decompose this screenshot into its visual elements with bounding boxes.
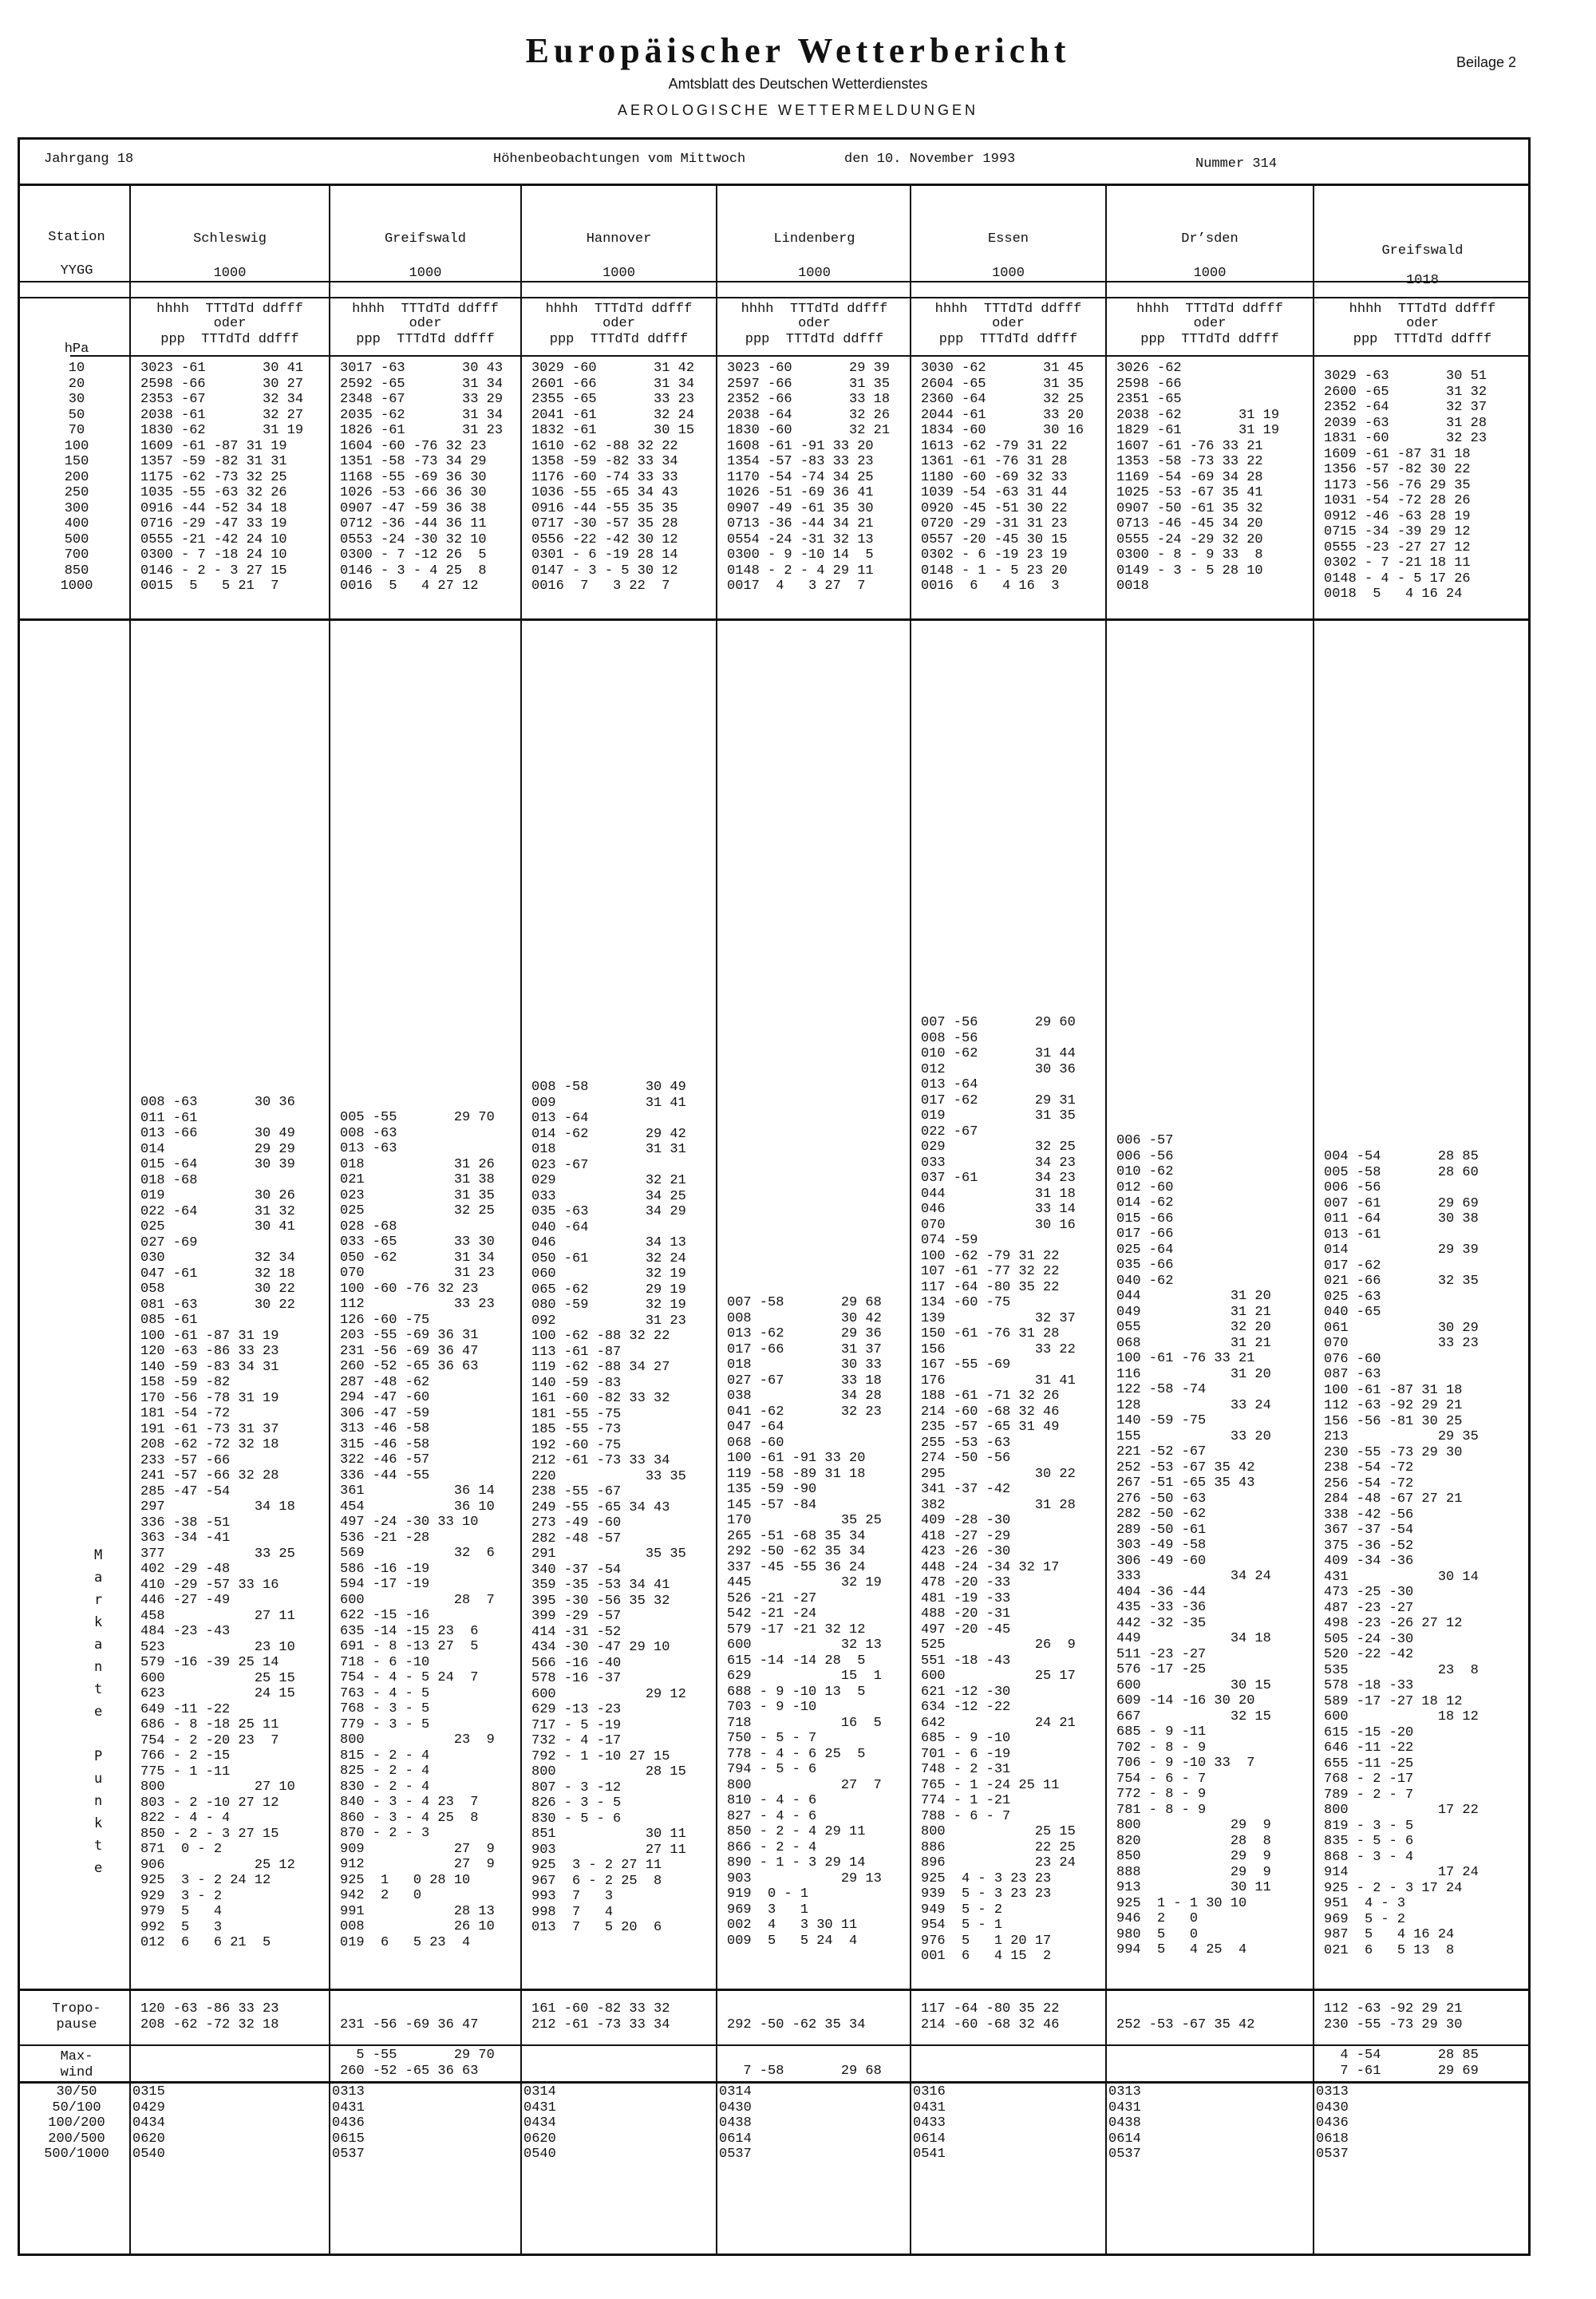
significant-levels-data: 006 -57 006 -56 010 -62 012 -60 014 -62 015 -66 017 -66 025 -64 035 -66 040 -62 044 31 20 049 31 21 055 32 20 068 31 21 100 -61 -76 33 21 116 31 20 122 -58 -74 128 33 24 140 -59 -75 155 33 20 221 -52 -67 252 -53 -67 35 42 267 -51 -65 35 43 276 -50 -63 282 -50 -62 289 -50 -61 303 -49 -58 306 -49 -60 333 34 24 404 -36 -44 435 -33 -36 442 -32 -35 449 34 18 511 -23 -27 576 -17 -25 600 30 15 609 -14 -16 30 20 667 32 15 685 - 9 -11 702 - 8 - 9 706 - 9 -10 33 7 754 - 6 - 7 772 - 8 - 9 781 - 8 - 9 800 29 9 820 28 8 850 29 9 888 29 9 913 30 11 925 1 - 1 30 10 946 2 0 980 5 0 994 5 4 25 4	[1116, 1133, 1271, 1957]
standard-levels-data: 3029 -63 30 51 2600 -65 31 32 2352 -64 32 37 2039 -63 31 28 1831 -60 32 23 1609 -61 -87 31 18 1356 -57 -82 30 22 1173 -56 -76 29 35 1031 -54 -72 28 26 0912 -46 -63 28 19 0715 -34 -39 29 12 0555 -23 -27 27 12 0302 - 7 -21 18 11 0148 - 4 - 5 17 26 0018 5 4 16 24	[1324, 369, 1487, 602]
report-section: AEROLOGISCHE WETTERMELDUNGEN	[617, 102, 979, 118]
station-name: Dr’sden	[1181, 231, 1238, 247]
significant-levels-data: 004 -54 28 85 005 -58 28 60 006 -56 007 -61 29 69 011 -64 30 38 013 -61 014 29 39 017 -62 021 -66 32 35 025 -63 040 -65 061 30 29 070 33 23 076 -60 087 -63 100 -61 -87 31 18 112 -63 -92 29 21 156 -56 -81 30 25 213 29 35 230 -55 -73 29 30 238 -54 -72 256 -54 -72 284 -48 -67 27 21 338 -42 -56 367 -37 -54 375 -36 -52 409 -34 -36 431 30 14 473 -25 -30 487 -23 -27 498 -23 -26 27 12 505 -24 -30 520 -22 -42 535 23 8 578 -18 -33 589 -17 -27 18 12 600 18 12 615 -15 -20 646 -11 -22 655 -11 -25 768 - 2 -17 789 - 2 - 7 800 17 22 819 - 3 - 5 835 - 5 - 6 868 - 3 - 4 914 17 24 925 - 2 - 3 17 24 951 4 - 3 969 5 - 2 987 5 4 16 24 021 6 5 13 8	[1324, 1149, 1479, 1958]
station-yygg: 1000	[992, 266, 1025, 281]
col-divider-2	[520, 186, 522, 2256]
maxwind-data: 7 -58 29 68	[743, 2063, 882, 2079]
pressure-levels: 10 20 30 50 70 100 150 200 250 300 400 500 700 850 1000	[60, 361, 93, 594]
colhead-top: hhhh TTTdTd ddfff	[1136, 302, 1283, 317]
shear-labels: 30/50 50/100 100/200 200/500 500/1000	[44, 2084, 109, 2162]
report-subtitle: Amtsblatt des Deutschen Wetterdienstes	[668, 76, 928, 92]
significant-levels-data: 005 -55 29 70 008 -63 013 -63 018 31 26 021 31 38 023 31 35 025 32 25 028 -68 033 -65 33 30 050 -62 31 34 070 31 23 100 -60 -76 32 23 112 33 23 126 -60 -75 203 -55 -69 36 31 231 -56 -69 36 47 260 -52 -65 36 63 287 -48 -62 294 -47 -60 306 -47 -59 313 -46 -58 315 -46 -58 322 -46 -57 336 -44 -55 361 36 14 454 36 10 497 -24 -30 33 10 536 -21 -28 569 32 6 586 -16 -19 594 -17 -19 600 28 7 622 -15 -16 635 -14 -15 23 6 691 - 8 -13 27 5 718 - 6 -10 754 - 4 - 5 24 7 763 - 4 - 5 768 - 3 - 5 779 - 3 - 5 800 23 9 815 - 2 - 4 825 - 2 - 4 830 - 2 - 4 840 - 3 - 4 23 7 860 - 3 - 4 25 8 870 - 2 - 3 909 27 9 912 27 9 925 1 0 28 10 942 2 0 991 28 13 008 26 10 019 6 5 23 4	[340, 1110, 495, 1950]
standard-levels-data: 3030 -62 31 45 2604 -65 31 35 2360 -64 32 25 2044 -61 33 20 1834 -60 30 16 1613 -62 -79 31 22 1361 -61 -76 31 28 1180 -60 -69 32 33 1039 -54 -63 31 44 0920 -45 -51 30 22 0720 -29 -31 31 23 0557 -20 -45 30 15 0302 - 6 -19 23 19 0148 - 1 - 5 23 20 0016 6 4 16 3	[921, 361, 1084, 594]
shear-data: 0313 0430 0436 0618 0537	[1316, 2084, 1349, 2162]
report-title: Europäischer Wetterbericht	[525, 31, 1071, 70]
significant-levels-data: 007 -56 29 60 008 -56 010 -62 31 44 012 30 36 013 -64 017 -62 29 31 019 31 35 022 -67 029 32 25 033 34 23 037 -61 34 23 044 31 18 046 33 14 070 30 16 074 -59 100 -62 -79 31 22 107 -61 -77 32 22 117 -64 -80 35 22 134 -60 -75 139 32 37 150 -61 -76 31 28 156 33 22 167 -55 -69 176 31 41 188 -61 -71 32 26 214 -60 -68 32 46 235 -57 -65 31 49 255 -53 -63 274 -50 -56 295 30 22 341 -37 -42 382 31 28 409 -28 -30 418 -27 -29 423 -26 -30 448 -24 -34 32 17 478 -20 -33 481 -19 -33 488 -20 -31 497 -20 -45 525 26 9 551 -18 -43 600 25 17 621 -12 -30 634 -12 -22 642 24 21 685 - 9 -10 701 - 6 -19 748 - 2 -31 765 - 1 -24 25 11 774 - 1 -21 788 - 6 - 7 800 25 15 886 22 25 896 23 24 925 4 - 3 23 23 939 5 - 3 23 23 949 5 - 2 954 5 - 1 976 5 1 20 17 001 6 4 15 2	[921, 1015, 1076, 1964]
station-name: Hannover	[586, 231, 652, 247]
station-name: Schleswig	[193, 231, 267, 247]
colhead-mid: oder	[409, 316, 442, 331]
station-yygg: 1000	[798, 266, 831, 281]
shear-data: 0313 0431 0438 0614 0537	[1108, 2084, 1141, 2162]
colhead-top: hhhh TTTdTd ddfff	[352, 302, 499, 317]
colhead-bot: ppp TTTdTd ddfff	[938, 332, 1078, 347]
jahrgang: Jahrgang 18	[44, 152, 134, 167]
station-yygg: 1000	[1193, 266, 1227, 281]
colhead-bot: ppp TTTdTd ddfff	[160, 332, 299, 347]
col-divider-5	[1105, 186, 1107, 2256]
significant-levels-data: 008 -63 30 36 011 -61 013 -66 30 49 014 29 29 015 -64 30 39 018 -68 019 30 26 022 -64 31 32 025 30 41 027 -69 030 32 34 047 -61 32 18 058 30 22 081 -63 30 22 085 -61 100 -61 -87 31 19 120 -63 -86 33 23 140 -59 -83 34 31 158 -59 -82 170 -56 -78 31 19 181 -54 -72 191 -61 -73 31 37 208 -62 -72 32 18 233 -57 -66 241 -57 -66 32 28 285 -47 -54 297 34 18 336 -38 -51 363 -34 -41 377 33 25 402 -29 -48 410 -29 -57 33 16 446 -27 -49 458 27 11 484 -23 -43 523 23 10 579 -16 -39 25 14 600 25 15 623 24 15 649 -11 -22 686 - 8 -18 25 11 754 - 2 -20 23 7 766 - 2 -15 775 - 1 -11 800 27 10 803 - 2 -10 27 12 822 - 4 - 4 850 - 2 - 3 27 15 871 0 - 2 906 25 12 925 3 - 2 24 12 929 3 - 2 979 5 4 992 5 3 012 6 6 21 5	[140, 1095, 295, 1950]
colhead-top: hhhh TTTdTd ddfff	[741, 302, 888, 317]
standard-levels-data: 3023 -61 30 41 2598 -66 30 27 2353 -67 32 34 2038 -61 32 27 1830 -62 31 19 1609 -61 -87 31 19 1357 -59 -82 31 31 1175 -62 -73 32 25 1035 -55 -63 32 26 0916 -44 -52 34 18 0716 -29 -47 33 19 0555 -21 -42 24 10 0300 - 7 -18 24 10 0146 - 2 - 3 27 15 0015 5 5 21 7	[140, 361, 304, 594]
colhead-bot: ppp TTTdTd ddfff	[1353, 332, 1492, 347]
station-yygg: 1000	[409, 266, 442, 281]
shear-data: 0316 0431 0433 0614 0541	[913, 2084, 946, 2162]
station-yygg: 1018	[1406, 273, 1439, 288]
significant-levels-data: 007 -58 29 68 008 30 42 013 -62 29 36 017 -66 31 37 018 30 33 027 -67 33 18 038 34 28 041 -62 32 23 047 -64 068 -60 100 -61 -91 33 20 119 -58 -89 31 18 135 -59 -90 145 -57 -84 170 35 25 265 -51 -68 35 34 292 -50 -62 35 34 337 -45 -55 36 24 445 32 19 526 -21 -27 542 -21 -24 579 -17 -21 32 12 600 32 13 615 -14 -14 28 5 629 15 1 688 - 9 -10 13 5 703 - 9 -10 718 16 5 750 - 5 - 7 778 - 4 - 6 25 5 794 - 5 - 6 800 27 7 810 - 4 - 6 827 - 4 - 6 850 - 2 - 4 29 11 866 - 2 - 4 890 - 1 - 3 29 14 903 29 13 919 0 - 1 969 3 1 002 4 3 30 11 009 5 5 24 4	[727, 1295, 882, 1949]
colhead-rule	[18, 297, 1531, 298]
colhead-mid: oder	[1193, 316, 1227, 331]
station-name: Greifswald	[1381, 243, 1464, 259]
info-rule	[18, 184, 1531, 186]
colhead-mid: oder	[798, 316, 831, 331]
shear-data: 0315 0429 0434 0620 0540	[132, 2084, 165, 2162]
colhead-bot: ppp TTTdTd ddfff	[356, 332, 495, 347]
colhead-top: hhhh TTTdTd ddfff	[545, 302, 693, 317]
sig-levels-rule	[18, 1989, 1531, 1991]
col-divider-0	[129, 186, 131, 2256]
station-label: Station	[48, 230, 105, 245]
significant-levels-data: 008 -58 30 49 009 31 41 013 -64 014 -62 29 42 018 31 31 023 -67 029 32 21 033 34 25 035 -63 34 29 040 -64 046 34 13 050 -61 32 24 060 32 19 065 -62 29 19 080 -59 32 19 092 31 23 100 -62 -88 32 22 113 -61 -87 119 -62 -88 34 27 140 -59 -83 161 -60 -82 33 32 181 -55 -75 185 -55 -73 192 -60 -75 212 -61 -73 33 34 220 33 35 238 -55 -67 249 -55 -65 34 43 273 -49 -60 282 -48 -57 291 35 35 340 -37 -54 359 -35 -53 34 41 395 -30 -56 35 32 399 -29 -57 414 -31 -52 434 -30 -47 29 10 566 -16 -40 578 -16 -37 600 29 12 629 -13 -23 717 - 5 -19 732 - 4 -17 792 - 1 -10 27 15 800 28 15 807 - 3 -12 826 - 3 - 5 830 - 5 - 6 851 30 11 903 27 11 925 3 - 2 27 11 967 6 - 2 25 8 993 7 3 998 7 4 013 7 5 20 6	[531, 1080, 686, 1935]
col-divider-1	[329, 186, 330, 2256]
colhead-top: hhhh TTTdTd ddfff	[1349, 302, 1496, 317]
hpa-label: hPa	[64, 342, 89, 357]
colhead-mid: oder	[602, 316, 635, 331]
station-yygg: 1000	[213, 266, 247, 281]
standard-levels-data: 3029 -60 31 42 2601 -66 31 34 2355 -65 33 23 2041 -61 32 24 1832 -61 30 15 1610 -62 -88 32 22 1358 -59 -82 33 34 1176 -60 -74 33 33 1036 -55 -65 34 43 0916 -44 -55 35 35 0717 -30 -57 35 28 0556 -22 -42 30 12 0301 - 6 -19 28 14 0147 - 3 - 5 30 12 0016 7 3 22 7	[531, 361, 695, 594]
tropopause-label: Tropo- pause	[52, 2001, 101, 2032]
yygg-rule	[18, 281, 1531, 282]
tropopause-data: 252 -53 -67 35 42	[1116, 2017, 1255, 2032]
maxwind-rule	[18, 2081, 1531, 2084]
standard-levels-data: 3023 -60 29 39 2597 -66 31 35 2352 -66 33 18 2038 -64 32 26 1830 -60 32 21 1608 -61 -91 33 20 1354 -57 -83 33 23 1170 -54 -74 34 25 1026 -51 -69 36 41 0907 -49 -61 35 30 0713 -36 -44 34 21 0554 -24 -31 32 13 0300 - 9 -10 14 5 0148 - 2 - 4 29 11 0017 4 3 27 7	[727, 361, 891, 594]
station-name: Essen	[987, 231, 1029, 247]
tropopause-rule	[18, 2044, 1531, 2046]
colhead-mid: oder	[1406, 316, 1439, 331]
station-name: Greifswald	[384, 231, 467, 247]
obs-label: Höhenbeobachtungen vom Mittwoch	[493, 152, 746, 167]
tropopause-data: 292 -50 -62 35 34	[727, 2017, 866, 2032]
tropopause-data: 117 -64 -80 35 22 214 -60 -68 32 46	[921, 2001, 1060, 2032]
station-name: Lindenberg	[773, 231, 855, 247]
col-divider-6	[1313, 186, 1314, 2256]
col-divider-4	[910, 186, 911, 2256]
maxwind-data: 5 -55 29 70 260 -52 -65 36 63	[340, 2048, 495, 2079]
tropopause-data: 120 -63 -86 33 23 208 -62 -72 32 18	[140, 2001, 279, 2032]
colhead-mid: oder	[213, 316, 247, 331]
shear-data: 0314 0430 0438 0614 0537	[719, 2084, 752, 2162]
colhead-bot: ppp TTTdTd ddfff	[1140, 332, 1279, 347]
standard-levels-data: 3026 -62 2598 -66 2351 -65 2038 -62 31 19 1829 -61 31 19 1607 -61 -76 33 21 1353 -58 -73 33 22 1169 -54 -69 34 28 1025 -53 -67 35 41 0907 -50 -61 35 32 0713 -46 -45 34 20 0555 -24 -29 32 20 0300 - 8 - 9 33 8 0149 - 3 - 5 28 10 0018	[1116, 361, 1280, 594]
maxwind-data: 4 -54 28 85 7 -61 29 69	[1340, 2048, 1479, 2079]
hpa-rule	[70, 355, 1531, 357]
issue-number: Nummer 314	[1195, 156, 1278, 172]
col-divider-3	[716, 186, 717, 2256]
yygg-label: YYGG	[60, 263, 93, 278]
shear-data: 0314 0431 0434 0620 0540	[523, 2084, 556, 2162]
maxwind-label: Max- wind	[60, 2049, 93, 2080]
colhead-top: hhhh TTTdTd ddfff	[156, 302, 303, 317]
tropopause-data: 231 -56 -69 36 47	[340, 2017, 479, 2032]
station-yygg: 1000	[602, 266, 635, 281]
colhead-mid: oder	[992, 316, 1025, 331]
markante-punkte-label: M a r k a n t e P u n k t e	[94, 1547, 103, 1876]
tropopause-data: 161 -60 -82 33 32 212 -61 -73 33 34	[531, 2001, 670, 2032]
tropopause-data: 112 -63 -92 29 21 230 -55 -73 29 30	[1324, 2001, 1463, 2032]
colhead-bot: ppp TTTdTd ddfff	[549, 332, 689, 347]
colhead-bot: ppp TTTdTd ddfff	[745, 332, 884, 347]
shear-data: 0313 0431 0436 0615 0537	[332, 2084, 365, 2162]
standard-levels-rule	[18, 618, 1531, 621]
obs-date: den 10. November 1993	[844, 152, 1016, 167]
standard-levels-data: 3017 -63 30 43 2592 -65 31 34 2348 -67 33 29 2035 -62 31 34 1826 -61 31 23 1604 -60 -76 32 23 1351 -58 -73 34 29 1168 -55 -69 36 30 1026 -53 -66 36 30 0907 -47 -59 36 38 0712 -36 -44 36 11 0553 -24 -30 32 10 0300 - 7 -12 26 5 0146 - 3 - 4 25 8 0016 5 4 27 12	[340, 361, 504, 594]
colhead-top: hhhh TTTdTd ddfff	[934, 302, 1082, 317]
beilage-label: Beilage 2	[1456, 54, 1516, 70]
